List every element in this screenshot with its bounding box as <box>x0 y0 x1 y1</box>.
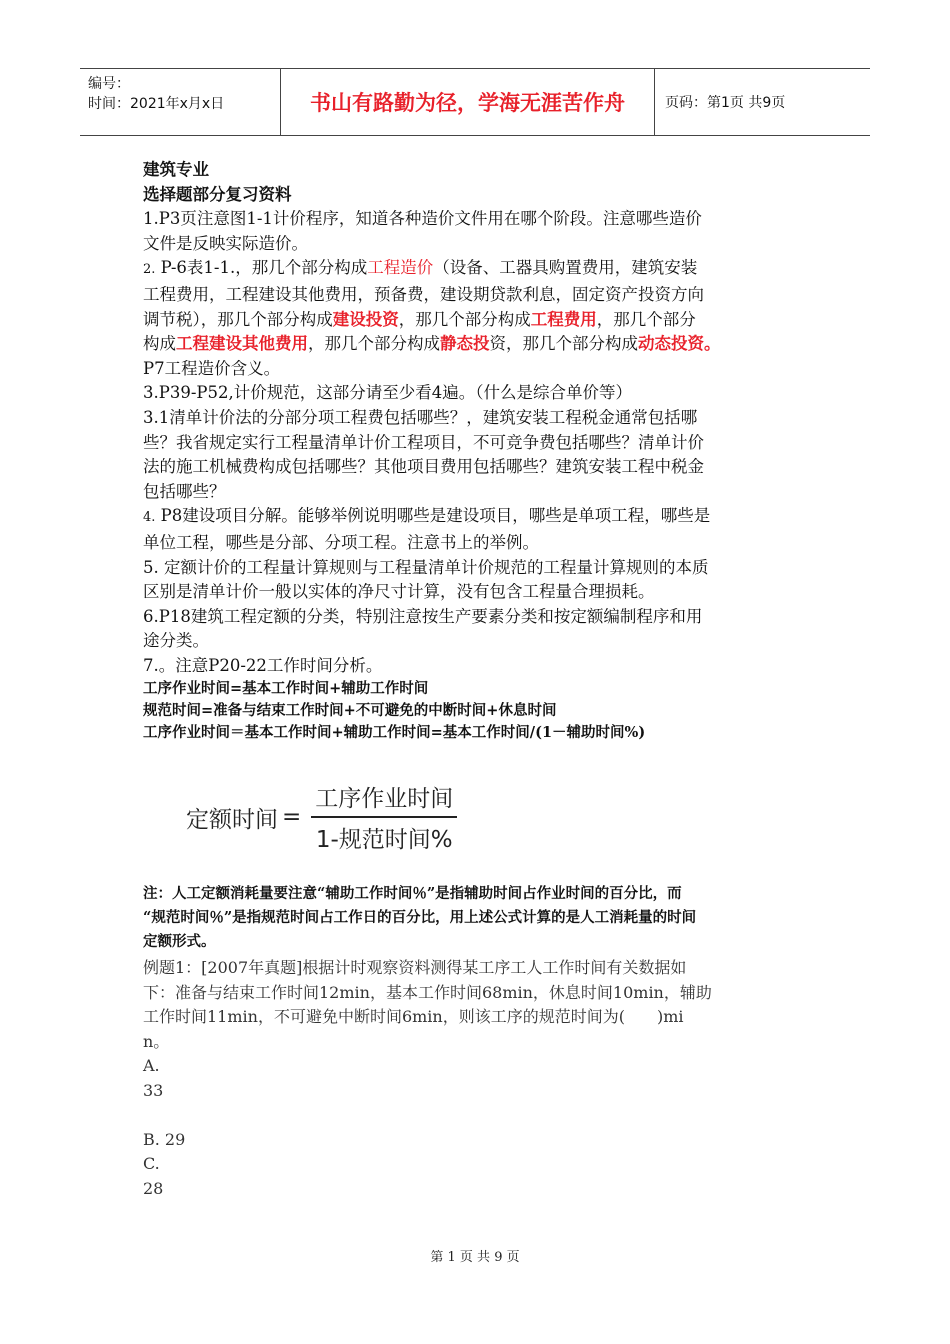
highlight-term: 工程造价 <box>367 258 434 278</box>
section-title: 选择题部分复习资料 <box>143 184 292 204</box>
text-line: 5. 定额计价的工程量计算规则与工程量清单计价规范的工程量计算规则的本质 <box>143 557 709 577</box>
highlight-term: 动态投资。 <box>638 334 721 354</box>
example-line: 下：准备与结束工作时间12min，基本工作时间68min，休息时间10min，辅助 <box>143 982 712 1002</box>
text-line: 工序作业时间＝基本工作时间+辅助工作时间=基本工作时间/(1－辅助时间%) <box>143 724 646 742</box>
text-line: 文件是反映实际造价。 <box>143 233 308 253</box>
subject-title: 建筑专业 <box>143 160 209 179</box>
header-page-label: 页码：第1页 共9页 <box>665 95 786 111</box>
formula-equals: = <box>282 804 302 830</box>
text-line: 途分类。 <box>143 631 209 651</box>
formula-numerator: 工序作业时间 <box>311 780 457 818</box>
option-c-label: C. <box>143 1154 160 1173</box>
text-line: 3.1清单计价法的分部分项工程费包括哪些？，建筑安装工程税金通常包括哪 <box>143 407 698 427</box>
text-span: P-6表1-1.，那几个部分构成 <box>155 258 368 278</box>
header-meta <box>80 69 281 135</box>
text-span: （设备、工器具购置费用，建筑安装 <box>433 258 698 278</box>
page-header <box>80 68 870 136</box>
text-line: 区别是清单计价一般以实体的净尺寸计算，没有包含工程量合理损耗。 <box>143 582 655 602</box>
text-line: 工程费用，工程建设其他费用，预备费，建设期贷款利息，固定资产投资方向 <box>143 284 704 304</box>
text-line <box>143 504 813 531</box>
text-line <box>143 332 813 357</box>
highlight-term: 静态投 <box>440 334 490 354</box>
text-span: ，那几个部分构成 <box>308 334 440 354</box>
option-a-value: 33 <box>143 1080 164 1100</box>
option-c-value: 28 <box>143 1178 164 1198</box>
text-line: 单位工程，哪些是分部、分项工程。注意书上的举例。 <box>143 532 539 552</box>
number-label: 编号： <box>88 76 130 92</box>
date-label: 时间：2021年x月x日 <box>88 96 225 112</box>
text-line: 3.P39-P52,计价规范，这部分请至少看4遍。（什么是综合单价等） <box>143 383 633 403</box>
page-footer: 第 1 页 共 9 页 <box>430 1250 520 1265</box>
text-line: 些？我省规定实行工程量清单计价工程项目，不可竞争费包括哪些？清单计价 <box>143 432 704 452</box>
text-line <box>143 308 813 333</box>
spacer <box>143 1103 823 1128</box>
option-a-label: A. <box>143 1056 160 1075</box>
text-span: 构成 <box>143 334 176 354</box>
note-line: 注：人工定额消耗量要注意“辅助工作时间％”是指辅助时间占作业时间的百分比，而 <box>143 885 682 902</box>
text-span: P8建设项目分解。能够举例说明哪些是建设项目，哪些是单项工程，哪些是 <box>155 506 711 526</box>
text-line: 工序作业时间=基本工作时间+辅助工作时间 <box>143 680 429 698</box>
item-number: 4. <box>143 510 156 526</box>
text-line: 法的施工机械费构成包括哪些？其他项目费用包括哪些？建筑安装工程中税金 <box>143 457 704 477</box>
quota-time-formula <box>186 780 457 854</box>
document-body <box>143 158 813 744</box>
formula-fraction <box>311 780 457 854</box>
text-span: ，那几个部分 <box>596 309 696 329</box>
note-line: “规范时间％”是指规范时间占工作日的百分比，用上述公式计算的是人工消耗量的时间 <box>143 909 697 926</box>
text-line: 7.。注意P20-22工作时间分析。 <box>143 655 383 675</box>
note-line: 定额形式。 <box>143 933 216 950</box>
text-span: 资，那几个部分构成 <box>489 334 638 354</box>
highlight-term: 建设投资 <box>332 309 399 329</box>
highlight-term: 工程费用 <box>530 309 597 329</box>
text-line: P7工程造价含义。 <box>143 358 281 378</box>
example-line: n。 <box>143 1031 170 1051</box>
highlight-term: 工程建设其他费用 <box>176 334 308 354</box>
item-number: 2. <box>143 262 156 278</box>
text-line: 包括哪些？ <box>143 481 226 501</box>
formula-lhs: 定额时间 <box>186 806 278 833</box>
text-line <box>143 256 813 283</box>
example-line: 工作时间11min，不可避免中断时间6min，则该工序的规范时间为( )mi <box>143 1007 684 1026</box>
text-line: 6.P18建筑工程定额的分类，特别注意按生产要素分类和按定额编制程序和用 <box>143 606 703 626</box>
text-span: ，那几个部分构成 <box>398 309 531 329</box>
text-line: 1.P3页注意图1-1计价程序，知道各种造价文件用在哪个阶段。注意哪些造价 <box>143 209 702 229</box>
option-b: B. 29 <box>143 1129 186 1149</box>
note-block <box>143 882 823 954</box>
formula-denominator: 1-规范时间% <box>315 827 453 853</box>
example-block <box>143 956 823 1201</box>
text-span: 调节税），那几个部分构成 <box>143 309 333 329</box>
text-line: 规范时间=准备与结束工作时间+不可避免的中断时间+休息时间 <box>143 702 557 720</box>
example-line: 例题1：[2007年真题]根据计时观察资料测得某工序工人工作时间有关数据如 <box>143 958 687 977</box>
header-motto: 书山有路勤为径，学海无涯苦作舟 <box>281 69 655 135</box>
